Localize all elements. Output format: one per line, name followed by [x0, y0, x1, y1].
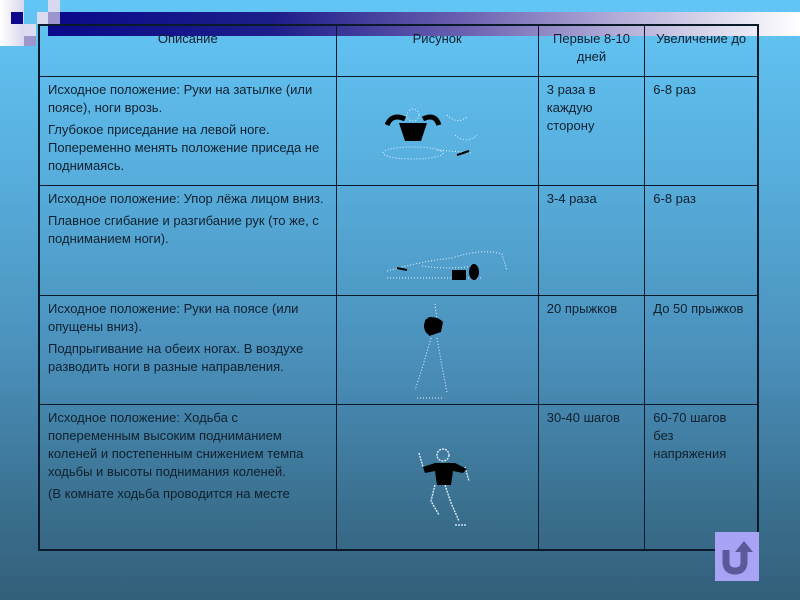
table-row — [39, 185, 758, 295]
back-button[interactable] — [715, 532, 759, 581]
start-position-text: Исходное положение: Руки на затылке (или поясе), ноги врозь. — [48, 81, 313, 115]
table-row — [39, 76, 758, 185]
decor-square — [11, 12, 23, 24]
u-turn-arrow-icon — [720, 538, 754, 576]
description-cell — [39, 295, 336, 404]
start-position-text: Исходное положение: Руки на поясе (или опущены вниз). — [48, 300, 299, 334]
header-first-days: Первые 8-10 дней — [538, 25, 645, 76]
decor-square — [24, 24, 36, 36]
increase-to-cell: 6-8 раз — [645, 76, 758, 185]
description-cell — [39, 404, 336, 550]
walking-figure-icon — [415, 445, 475, 530]
exercise-text: Глубокое приседание на левой ноге. Попеременно менять положение приседа не поднимаясь. — [48, 121, 320, 173]
description-cell — [39, 185, 336, 295]
pushup-figure-icon — [382, 246, 512, 286]
squat-figure-icon — [377, 105, 487, 165]
exercise-text: (В комнате ходьба проводится на месте — [48, 485, 290, 501]
start-position-text: Исходное положение: Упор лёжа лицом вниз. — [48, 190, 324, 206]
decor-square — [48, 12, 60, 24]
jump-figure-icon — [407, 302, 457, 402]
figure-cell — [336, 76, 538, 185]
increase-to-cell: 6-8 раз — [645, 185, 758, 295]
start-position-text: Исходное положение: Ходьба с попеременным высоким подниманием коленей и постепенным снижением темпа ходьбы и высоты поднимания коленей. — [48, 409, 304, 479]
increase-to-cell: 60-70 шагов без напряжения — [645, 404, 758, 550]
figure-cell — [336, 295, 538, 404]
figure-cell — [336, 404, 538, 550]
increase-to-cell: До 50 прыжков — [645, 295, 758, 404]
table-row — [39, 295, 758, 404]
figure-cell — [336, 185, 538, 295]
table-row — [39, 404, 758, 550]
exercise-table — [38, 24, 759, 551]
decor-square — [48, 0, 60, 12]
first-days-cell: 30-40 шагов — [538, 404, 645, 550]
header-description: Описание — [39, 25, 336, 76]
exercise-text: Плавное сгибание и разгибание рук (то же, с подниманием ноги). — [48, 212, 319, 246]
first-days-cell: 3 раза в каждую сторону — [538, 76, 645, 185]
header-increase-to: Увеличение до — [645, 25, 758, 76]
description-cell — [39, 76, 336, 185]
table-header-row — [39, 25, 758, 76]
header-figure: Рисунок — [336, 25, 538, 76]
first-days-cell: 20 прыжков — [538, 295, 645, 404]
exercise-text: Подпрыгивание на обеих ногах. В воздухе разводить ноги в разные направления. — [48, 340, 304, 374]
first-days-cell: 3-4 раза — [538, 185, 645, 295]
decor-square — [24, 36, 36, 46]
